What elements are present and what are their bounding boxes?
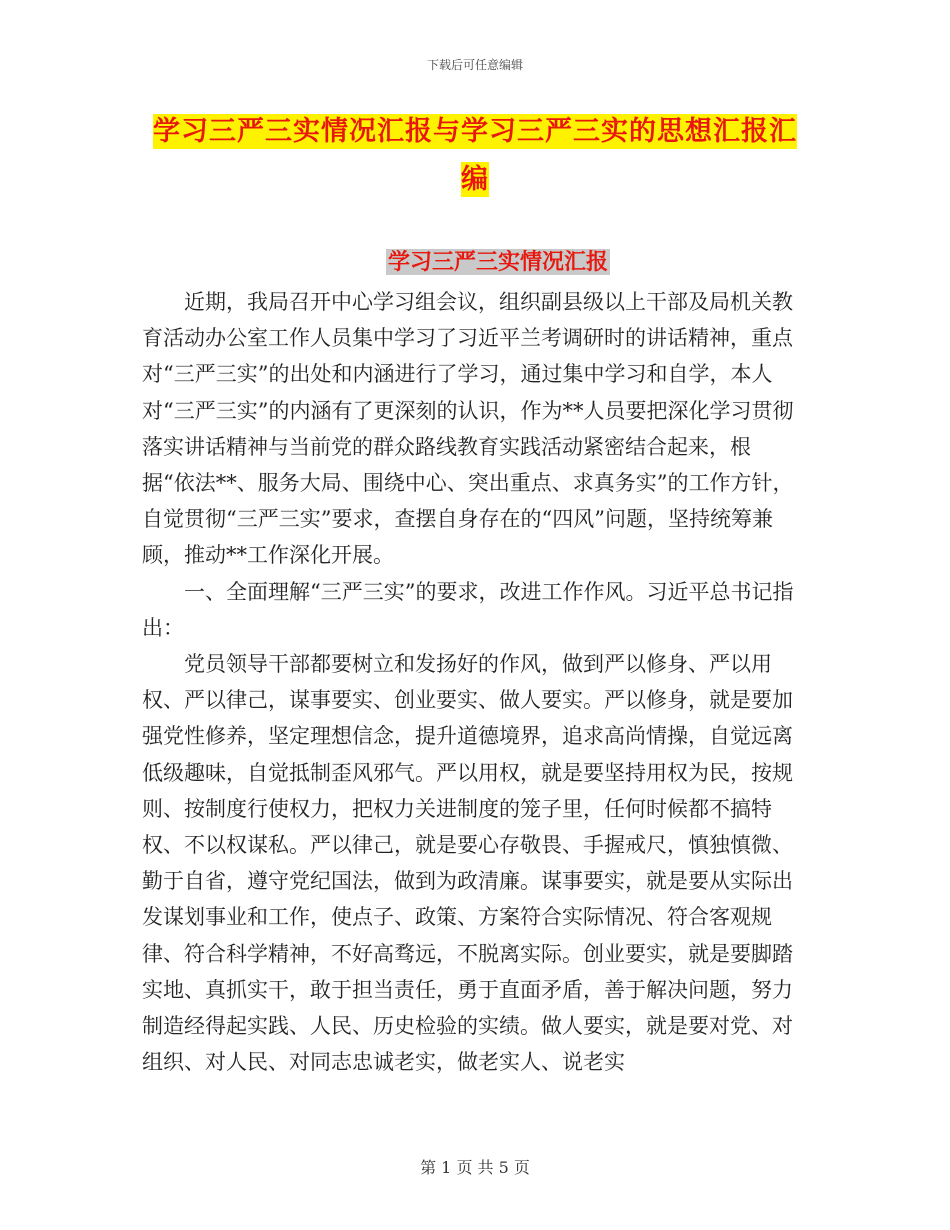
paragraph-point-one: 一、全面理解“三严三实”的要求，改进工作作风。习近平总书记指出： bbox=[142, 579, 794, 640]
section-title-text: 学习三严三实情况汇报 bbox=[387, 249, 608, 275]
document-title-text: 学习三严三实情况汇报与学习三严三实的思想汇报汇编 bbox=[153, 116, 797, 195]
paragraph-quote: 党员领导干部都要树立和发扬好的作风，做到严以修身、严以用权、严以律己，谋事要实、创业要实、做人要实。严以修身，就是要加强党性修养，坚定理想信念，提升道德境界，追求高尚情操，自觉远离低级趣味，自觉抵制歪风邪气。严以用权，就是要坚持用权为民，按规则、按制度行使权力，把权力关进制度的笼子里，任何时候都不搞特权、不以权谋私。严以律己，就是要心存敬畏、手握戒尺，慎独慎微、勤于自省，遵守党纪国法，做到为政清廉。谋事要实，就是要从实际出发谋划事业和工作，使点子、政策、方案符合实际情况、符合客观规律、符合科学精神，不好高骛远，不脱离实际。创业要实，就是要脚踏实地、真抓实干，敢于担当责任，勇于直面矛盾，善于解决问题，努力制造经得起实践、人民、历史检验的实绩。做人要实，就是要对党、对组织、对人民、对同志忠诚老实，做老实人、说老实 bbox=[142, 652, 793, 1075]
page-number: 第 1 页 共 5 页 bbox=[420, 1158, 530, 1177]
paragraph-intro: 近期，我局召开中心学习组会议，组织副县级以上干部及局机关教育活动办公室工作人员集中学习了习近平兰考调研时的讲话精神，重点对“三严三实”的出处和内涵进行了学习，通过集中学习和自学，本人对“三严三实”的内涵有了更深刻的认识，作为**人员要把深化学习贯彻落实讲话精神与当前党的群众路线教育实践活动紧密结合起来，根据“依法**、服务大局、围绕中心、突出重点、求真务实”的工作方针，自觉贯彻“三严三实”要求，查摆自身存在的“四风”问题，坚持统筹兼顾，推动**工作深化开展。 bbox=[142, 290, 794, 568]
section-title bbox=[0, 244, 950, 280]
document-body bbox=[142, 284, 802, 1080]
document-title bbox=[145, 108, 805, 204]
page-header-note: 下载后可任意编辑 bbox=[426, 58, 523, 72]
